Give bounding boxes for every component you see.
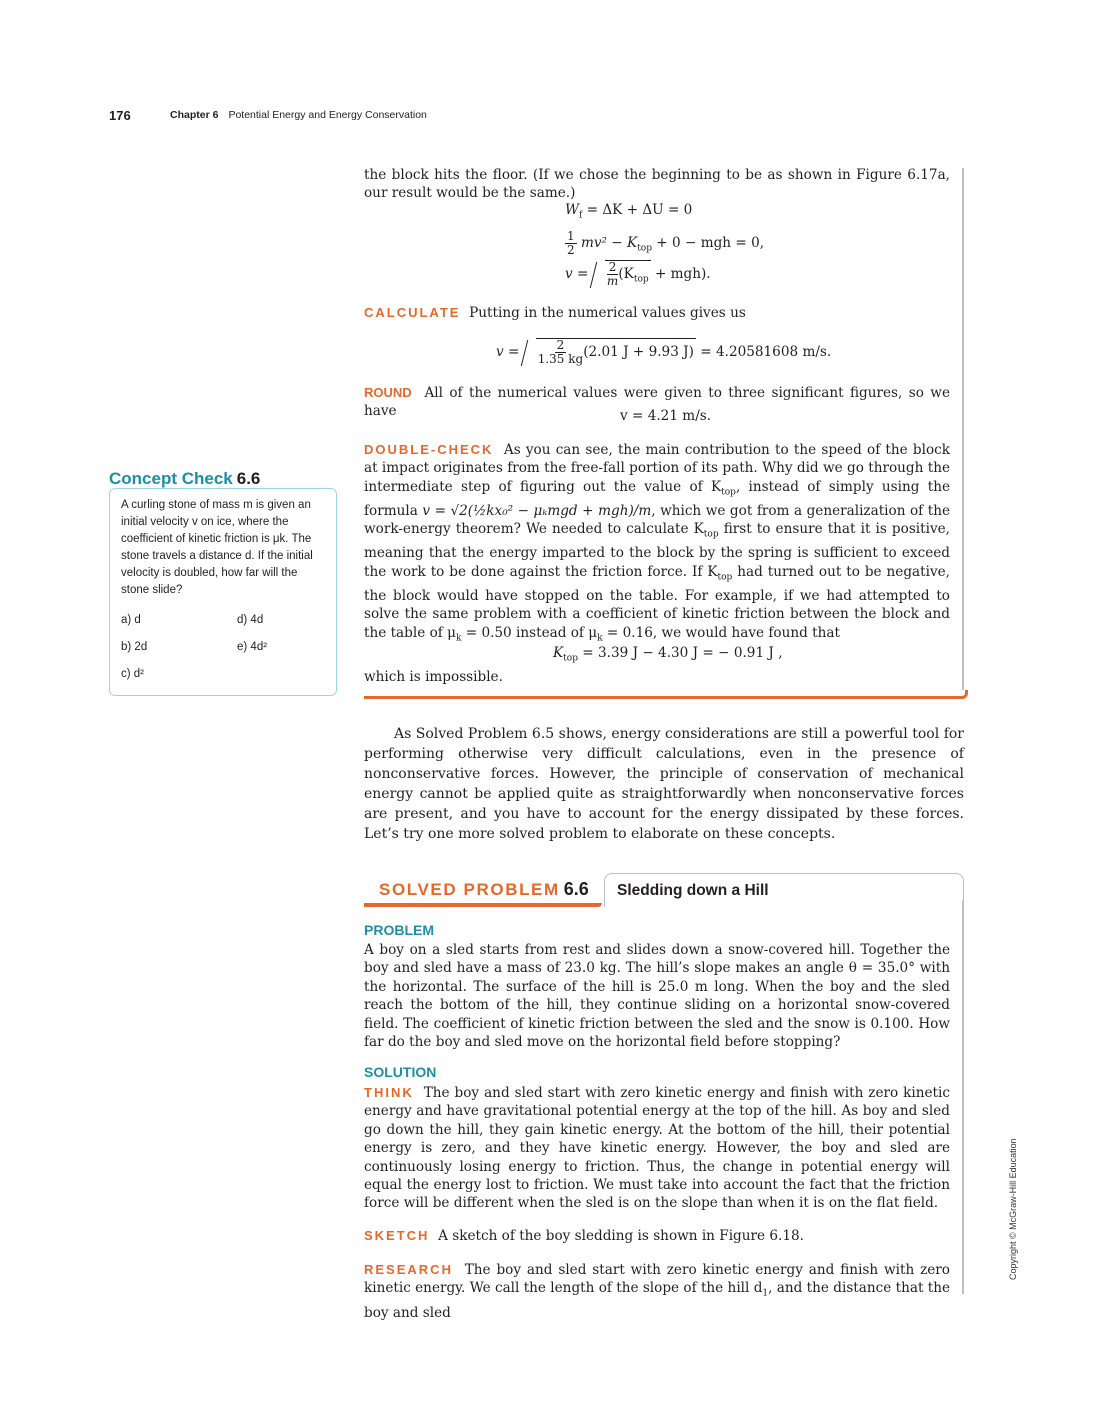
- calculate-step: CALCULATE Putting in the numerical values gives us: [364, 305, 746, 321]
- kinetic-energy-equation: $K_{top} = 3.39$ J − 4.30 J = − 0.91 J ,: [553, 645, 783, 664]
- copyright-notice: Copyright © McGraw-Hill Education: [1008, 1138, 1018, 1280]
- calculate-label: CALCULATE: [364, 305, 461, 320]
- concept-check-title: Concept Check 6.6: [109, 469, 261, 488]
- concept-check-question: A curling stone of mass m is given an initial velocity v on ice, where the coefficient of kinetic friction is μk. The stone travels a distance d. If the initial velocity is doubled, how far will the stone slide?: [121, 499, 313, 596]
- solved-problem-label: SOLVED PROBLEM 6.6: [379, 879, 589, 899]
- solution-heading: SOLUTION: [364, 1064, 437, 1080]
- calculate-equation: v = $\frac{2}{1.35 kg}$ (2.01 J + 9.93 J) = 4.20581608 m/s.: [496, 338, 832, 366]
- sketch-label: SKETCH: [364, 1228, 430, 1243]
- equation-energy: $\frac{1}{2}$ $mv^2 - K_{top} + 0$ − mgh = 0,: [567, 229, 765, 257]
- option-e: e) 4d²: [237, 641, 268, 653]
- round-label: ROUND: [364, 385, 412, 400]
- chapter-label: Chapter 6: [170, 109, 219, 121]
- double-check-step: DOUBLE-CHECK As you can see, the main contribution to the speed of the block at impact originates from the free-fall portion of its path. Why did we go through the intermediate step of figuring out the value of $K_{top}$, instead of simply using the formula v = √2(½kx₀² − μₖmgd + mgh)/m, which we got from a generalization of the work-energy theorem? We needed to calculate $K_{top}$ first to ensure that it is positive, meaning that the energy imparted to the block by the spring is sufficient to exceed the work to be done against the friction force. If $K_{top}$ had turned out to be negative, the block would have stopped on the table. For example, if we had attempted to solve the same problem with a coefficient of kinetic friction between the block and the table of $\mu_k = 0.50$ instead of $\mu_k = 0.16$, we would have found that: [364, 442, 951, 644]
- round-step: ROUND All of the numerical values were given to three significant figures, so we have: [364, 385, 950, 420]
- problem-text: A boy on a sled starts from rest and slides down a snow-covered hill. Together the boy and sled have a mass of 23.0 kg. The hill’s slope makes an angle θ = 35.0° with the horizontal. The surface of the hill is 25.0 m long. When the boy and the sled reach the bottom of the hill, they continue sliding on a horizontal snow-covered field. The coefficient of kinetic friction between the sled and the snow is 0.100. How far do the boy and sled move on the horizontal field before stopping?: [364, 942, 950, 1051]
- equation-work: $W_f = \Delta K + \Delta U = 0$: [565, 202, 693, 221]
- double-check-conclusion: which is impossible.: [364, 669, 503, 685]
- solved-problem-underline: [364, 903, 602, 907]
- option-c: c) d²: [121, 668, 144, 680]
- option-a: a) d: [121, 614, 141, 626]
- think-label: THINK: [364, 1085, 414, 1100]
- sqrt-sign: $\frac{2}{1.35 kg}$ (2.01 J + 9.93 J): [524, 338, 696, 366]
- running-header: [170, 109, 427, 121]
- sketch-step: SKETCH A sketch of the boy sledding is shown in Figure 6.18.: [364, 1228, 804, 1244]
- half-fraction: $\frac{1}{2}$: [567, 229, 575, 257]
- body-paragraph: As Solved Problem 6.5 shows, energy considerations are still a powerful tool for performing otherwise very difficult calculations, even in the presence of nonconservative forces. However, the principle of conservation of mechanical energy cannot be applied quite as straightforwardly when nonconservative forces are present, and you have to account for the energy dissipated by these forces. Let’s try one more solved problem to elaborate on these concepts.: [364, 726, 964, 842]
- problem-heading: PROBLEM: [364, 922, 434, 938]
- example-box-frame: [962, 168, 964, 690]
- double-check-formula: v = √2(½kx₀² − μₖmgd + mgh)/m: [422, 502, 652, 519]
- solved-problem-title: Sledding down a Hill: [617, 882, 769, 899]
- intro-text: the block hits the floor. (If we chose the beginning to be as shown in Figure 6.17a, our result would be the same.): [364, 167, 950, 202]
- page-number: 176: [109, 108, 131, 123]
- double-check-label: DOUBLE-CHECK: [364, 442, 494, 457]
- research-label: RESEARCH: [364, 1262, 453, 1277]
- example-box-bottom-rule: [364, 690, 968, 699]
- research-step: RESEARCH The boy and sled start with zero kinetic energy and finish with zero kinetic energy. We call the length of the slope of the hill $d_1$, and the distance that the boy and sled: [364, 1262, 950, 1321]
- round-equation: v = 4.21 m/s.: [620, 408, 712, 424]
- sqrt-sign: $\frac{2}{m}$ ($K_{top}$: [593, 260, 651, 288]
- chapter-title: Potential Energy and Energy Conservation: [228, 109, 427, 121]
- solved-problem-frame: [962, 900, 964, 1294]
- equation-velocity: v = $\frac{2}{m}$ $(K_{top} + mgh)$.: [565, 260, 711, 288]
- option-d: d) 4d: [237, 614, 264, 626]
- think-step: THINK The boy and sled start with zero kinetic energy and finish with zero kinetic energy and have gravitational potential energy at the top of the hill. As boy and sled go down the hill, they gain kinetic energy. At the bottom of the hill, their potential energy is zero, and they have kinetic energy. However, the boy and sled are continuously losing energy to friction. Thus, the change in potential energy will equal the energy lost to friction. We must take into account the fact that the friction force will be different when the sled is on the slope than when it is on the flat field.: [364, 1085, 950, 1212]
- option-b: b) 2d: [121, 641, 148, 653]
